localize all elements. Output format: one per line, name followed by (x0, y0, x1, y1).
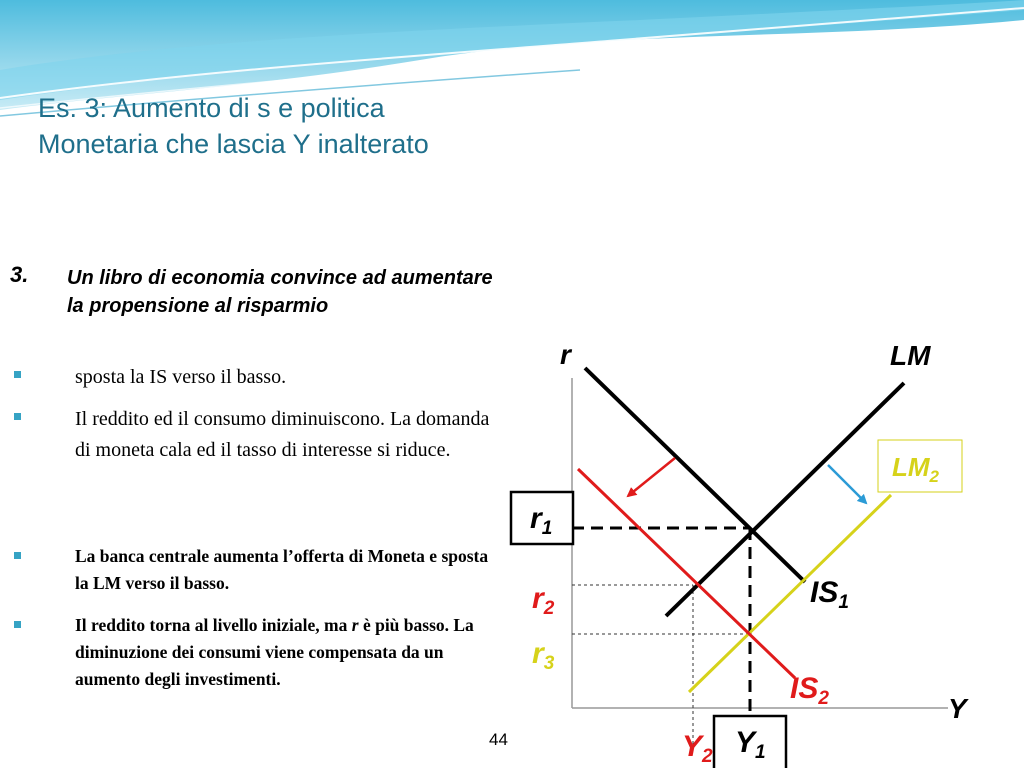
is2-curve (578, 469, 795, 678)
bullet-text: La banca centrale aumenta l’offerta di Moneta e sposta la LM verso il basso. (75, 546, 489, 593)
is1-label: $IS_1$ (810, 576, 849, 613)
title-line-1: Es. 3: Aumento di s e politica (38, 93, 385, 123)
y-axis-label: r (560, 339, 571, 370)
point-text: Un libro di economia convince ad aumentare la propensione al risparmio (67, 267, 493, 317)
page-number: 44 (489, 730, 508, 749)
y1-label: $Y_1$ (735, 726, 766, 763)
is-shift-arrow (628, 458, 675, 496)
y2-label: $Y_2$ (682, 730, 713, 767)
title-line-2: Monetaria che lascia Y inalterato (38, 129, 429, 159)
bullet-text: sposta la IS verso il basso. (75, 366, 287, 388)
r1-label: $r_1$ (530, 502, 553, 539)
is2-label: $IS_2$ (790, 672, 829, 709)
r3-label: $r_3$ (532, 637, 555, 674)
bullet-text: Il reddito ed il consumo diminuiscono. La domanda di moneta cala ed il tasso di interesse si riduce. (75, 408, 490, 461)
bullet-text-start: Il reddito torna al livello iniziale, ma (75, 615, 352, 635)
lm-curve (666, 383, 904, 616)
point-number: 3. (10, 262, 29, 287)
is1-curve (585, 368, 805, 582)
lm2-label: $LM_2$ (892, 452, 940, 486)
bullet-text-end: è più basso. La diminuzione dei consumi viene compensata da un aumento degli investimenti. (75, 615, 474, 689)
lm-shift-arrow (828, 465, 866, 503)
lm2-curve (689, 495, 891, 692)
lm-label: LM (890, 340, 931, 371)
r2-label: $r_2$ (532, 582, 555, 619)
x-axis-label: Y (948, 693, 967, 724)
bullet-text-emphasis: r (351, 615, 359, 635)
